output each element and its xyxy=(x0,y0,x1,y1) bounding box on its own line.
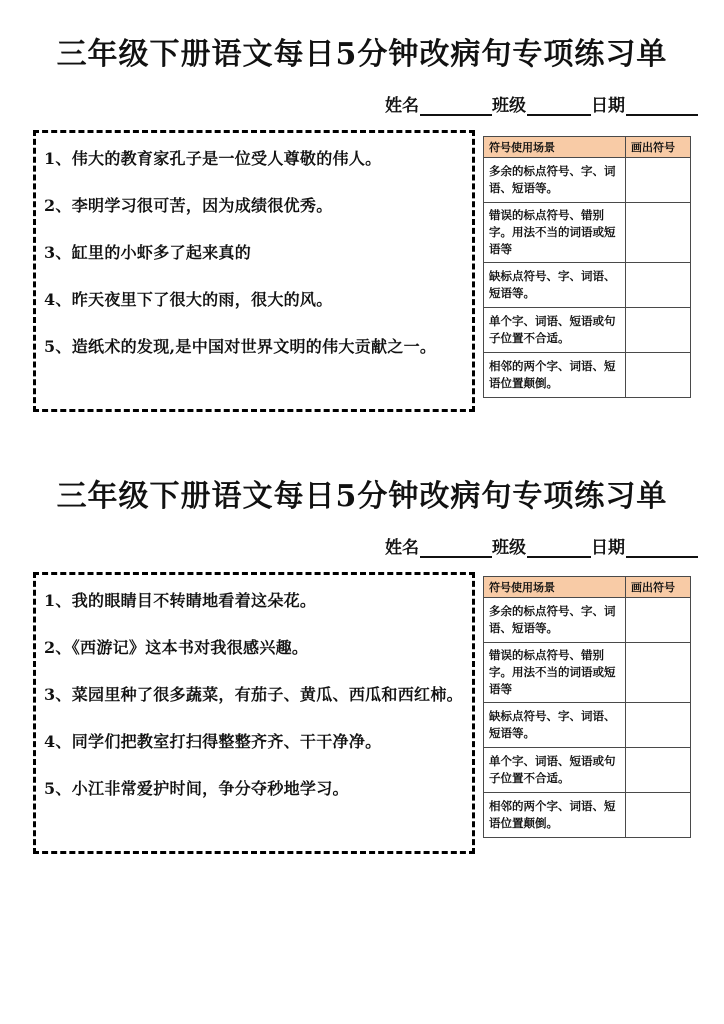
table-header-scene: 符号使用场景 xyxy=(484,137,626,158)
table-row xyxy=(484,793,691,838)
name-input-blank[interactable] xyxy=(420,101,492,116)
scene-cell: 缺标点符号、字、词语、短语等。 xyxy=(484,263,626,308)
exercise-body xyxy=(0,572,724,854)
date-input-blank[interactable] xyxy=(626,101,698,116)
date-input-blank[interactable] xyxy=(626,543,698,558)
date-label: 日期 xyxy=(591,538,625,558)
draw-answer-cell[interactable] xyxy=(626,353,691,398)
sentence-item[interactable]: 1、伟大的教育家孔子是一位受人尊敬的伟人。 xyxy=(44,149,382,168)
name-field[interactable] xyxy=(385,533,492,558)
sentence-item[interactable]: 5、造纸术的发现,是中国对世界文明的伟大贡献之一。 xyxy=(44,337,437,356)
scene-cell: 单个字、词语、短语或句子位置不合适。 xyxy=(484,308,626,353)
table-row xyxy=(484,353,691,398)
table-header-scene: 符号使用场景 xyxy=(484,577,626,598)
worksheet-page-2 xyxy=(0,442,724,854)
scene-cell: 多余的标点符号、字、词语、短语等。 xyxy=(484,158,626,203)
scene-cell: 缺标点符号、字、词语、短语等。 xyxy=(484,703,626,748)
sentence-item[interactable]: 4、昨天夜里下了很大的雨，很大的风。 xyxy=(44,290,333,309)
table-row xyxy=(484,203,691,263)
table-row xyxy=(484,703,691,748)
table-header-draw: 画出符号 xyxy=(626,137,691,158)
draw-answer-cell[interactable] xyxy=(626,703,691,748)
draw-answer-cell[interactable] xyxy=(626,308,691,353)
table-row xyxy=(484,643,691,703)
meta-row xyxy=(0,71,724,116)
scene-cell: 错误的标点符号、错别字。用法不当的词语或短语等 xyxy=(484,643,626,703)
sentence-box xyxy=(33,572,475,854)
date-field[interactable] xyxy=(591,533,698,558)
draw-answer-cell[interactable] xyxy=(626,203,691,263)
sentence-item[interactable]: 2、李明学习很可苦，因为成绩很优秀。 xyxy=(44,196,333,215)
sentence-item[interactable]: 4、同学们把教室打扫得整整齐齐、干干净净。 xyxy=(44,732,382,751)
draw-answer-cell[interactable] xyxy=(626,643,691,703)
draw-answer-cell[interactable] xyxy=(626,748,691,793)
scene-cell: 单个字、词语、短语或句子位置不合适。 xyxy=(484,748,626,793)
draw-answer-cell[interactable] xyxy=(626,158,691,203)
table-row xyxy=(484,748,691,793)
sentence-item[interactable]: 3、菜园里种了很多蔬菜，有茄子、黄瓜、西瓜和西红柿。 xyxy=(44,685,463,704)
exercise-body xyxy=(0,130,724,412)
draw-answer-cell[interactable] xyxy=(626,598,691,643)
scene-cell: 相邻的两个字、词语、短语位置颠倒。 xyxy=(484,793,626,838)
draw-answer-cell[interactable] xyxy=(626,263,691,308)
worksheet-page-1 xyxy=(0,0,724,412)
table-header-row xyxy=(484,137,691,158)
table-row xyxy=(484,263,691,308)
table-row xyxy=(484,158,691,203)
meta-row xyxy=(0,513,724,558)
name-input-blank[interactable] xyxy=(420,543,492,558)
symbol-reference-table xyxy=(483,136,691,398)
sentence-item[interactable]: 1、我的眼睛目不转睛地看着这朵花。 xyxy=(44,591,317,610)
scene-cell: 多余的标点符号、字、词语、短语等。 xyxy=(484,598,626,643)
date-field[interactable] xyxy=(591,91,698,116)
class-field[interactable] xyxy=(492,91,591,116)
name-label: 姓名 xyxy=(385,538,419,558)
name-label: 姓名 xyxy=(385,96,419,116)
sentence-box xyxy=(33,130,475,412)
class-label: 班级 xyxy=(492,96,526,116)
table-row xyxy=(484,598,691,643)
draw-answer-cell[interactable] xyxy=(626,793,691,838)
date-label: 日期 xyxy=(591,96,625,116)
sentence-item[interactable]: 2、《西游记》这本书对我很感兴趣。 xyxy=(44,638,309,657)
table-header-draw: 画出符号 xyxy=(626,577,691,598)
class-field[interactable] xyxy=(492,533,591,558)
page-title: 三年级下册语文每日5分钟改病句专项练习单 xyxy=(56,479,668,514)
table-row xyxy=(484,308,691,353)
table-header-row xyxy=(484,577,691,598)
sentence-item[interactable]: 5、小江非常爱护时间，争分夺秒地学习。 xyxy=(44,779,349,798)
name-field[interactable] xyxy=(385,91,492,116)
class-label: 班级 xyxy=(492,538,526,558)
class-input-blank[interactable] xyxy=(527,101,591,116)
page-title: 三年级下册语文每日5分钟改病句专项练习单 xyxy=(56,37,668,72)
sentence-item[interactable]: 3、缸里的小虾多了起来真的 xyxy=(44,243,252,262)
symbol-reference-table xyxy=(483,576,691,838)
scene-cell: 错误的标点符号、错别字。用法不当的词语或短语等 xyxy=(484,203,626,263)
class-input-blank[interactable] xyxy=(527,543,591,558)
scene-cell: 相邻的两个字、词语、短语位置颠倒。 xyxy=(484,353,626,398)
